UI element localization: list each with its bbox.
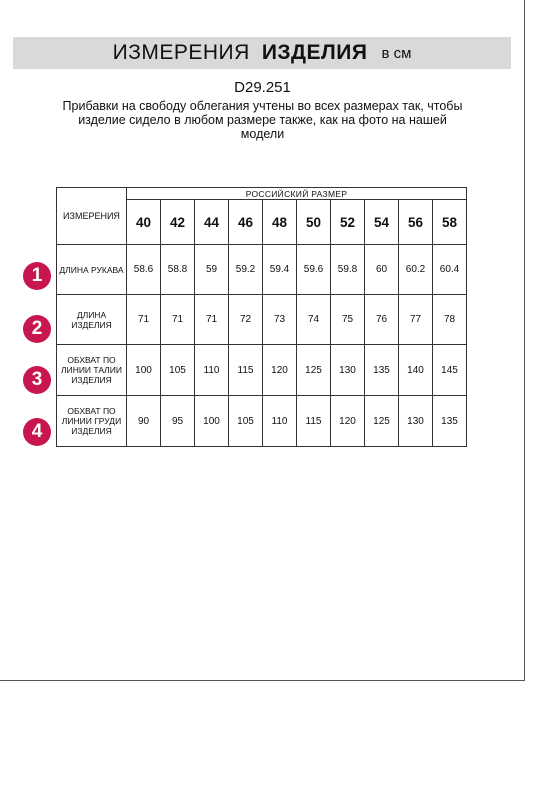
value-cell: 71: [195, 295, 229, 345]
value-cell: 60.4: [433, 245, 467, 295]
value-cell: 135: [365, 345, 399, 396]
value-cell: 76: [365, 295, 399, 345]
row-label: ДЛИНА РУКАВА: [57, 245, 127, 295]
value-cell: 74: [297, 295, 331, 345]
row-label: ОБХВАТ ПО ЛИНИИ ГРУДИ ИЗДЕЛИЯ: [57, 396, 127, 447]
value-cell: 72: [229, 295, 263, 345]
title-bar: [13, 37, 511, 69]
value-cell: 130: [331, 345, 365, 396]
row-number-badge: 4: [23, 418, 51, 446]
value-cell: 105: [229, 396, 263, 447]
row-number-badge: 1: [23, 262, 51, 290]
value-cell: 110: [263, 396, 297, 447]
value-cell: 77: [399, 295, 433, 345]
value-cell: 59: [195, 245, 229, 295]
value-cell: 140: [399, 345, 433, 396]
value-cell: 110: [195, 345, 229, 396]
russian-size-header: РОССИЙСКИЙ РАЗМЕР: [127, 188, 467, 200]
size-cell: 52: [331, 200, 365, 245]
size-cell: 50: [297, 200, 331, 245]
value-cell: 145: [433, 345, 467, 396]
value-cell: 60.2: [399, 245, 433, 295]
table-row: [57, 345, 467, 396]
value-cell: 59.2: [229, 245, 263, 295]
value-cell: 95: [161, 396, 195, 447]
value-cell: 58.6: [127, 245, 161, 295]
measurements-header: ИЗМЕРЕНИЯ: [57, 188, 127, 245]
size-cell: 46: [229, 200, 263, 245]
row-number-badge: 2: [23, 315, 51, 343]
value-cell: 115: [297, 396, 331, 447]
value-cell: 100: [127, 345, 161, 396]
title-unit: в см: [381, 44, 412, 62]
value-cell: 100: [195, 396, 229, 447]
value-cell: 120: [331, 396, 365, 447]
value-cell: 115: [229, 345, 263, 396]
value-cell: 71: [127, 295, 161, 345]
value-cell: 130: [399, 396, 433, 447]
size-cell: 56: [399, 200, 433, 245]
size-cell: 42: [161, 200, 195, 245]
row-label: ОБХВАТ ПО ЛИНИИ ТАЛИИ ИЗДЕЛИЯ: [57, 345, 127, 396]
size-table: [56, 187, 467, 447]
size-cell: 44: [195, 200, 229, 245]
value-cell: 59.4: [263, 245, 297, 295]
value-cell: 90: [127, 396, 161, 447]
size-cell: 40: [127, 200, 161, 245]
value-cell: 60: [365, 245, 399, 295]
table-row: [57, 396, 467, 447]
value-cell: 59.8: [331, 245, 365, 295]
row-label: ДЛИНА ИЗДЕЛИЯ: [57, 295, 127, 345]
title-item: ИЗДЕЛИЯ: [261, 41, 368, 64]
value-cell: 73: [263, 295, 297, 345]
value-cell: 125: [365, 396, 399, 447]
value-cell: 59.6: [297, 245, 331, 295]
fit-note: Прибавки на свободу облегания учтены во всех размерах так, чтобы изделие сидело в любом размере также, как на фото на нашей модели: [62, 99, 463, 141]
product-code: D29.251: [234, 79, 291, 96]
value-cell: 120: [263, 345, 297, 396]
size-cell: 58: [433, 200, 467, 245]
value-cell: 75: [331, 295, 365, 345]
value-cell: 71: [161, 295, 195, 345]
value-cell: 58.8: [161, 245, 195, 295]
value-cell: 135: [433, 396, 467, 447]
row-number-badge: 3: [23, 366, 51, 394]
table-row: [57, 295, 467, 345]
value-cell: 125: [297, 345, 331, 396]
size-cell: 54: [365, 200, 399, 245]
title-measurements: ИЗМЕРЕНИЯ: [112, 41, 250, 64]
value-cell: 105: [161, 345, 195, 396]
table-row: [57, 245, 467, 295]
size-cell: 48: [263, 200, 297, 245]
value-cell: 78: [433, 295, 467, 345]
